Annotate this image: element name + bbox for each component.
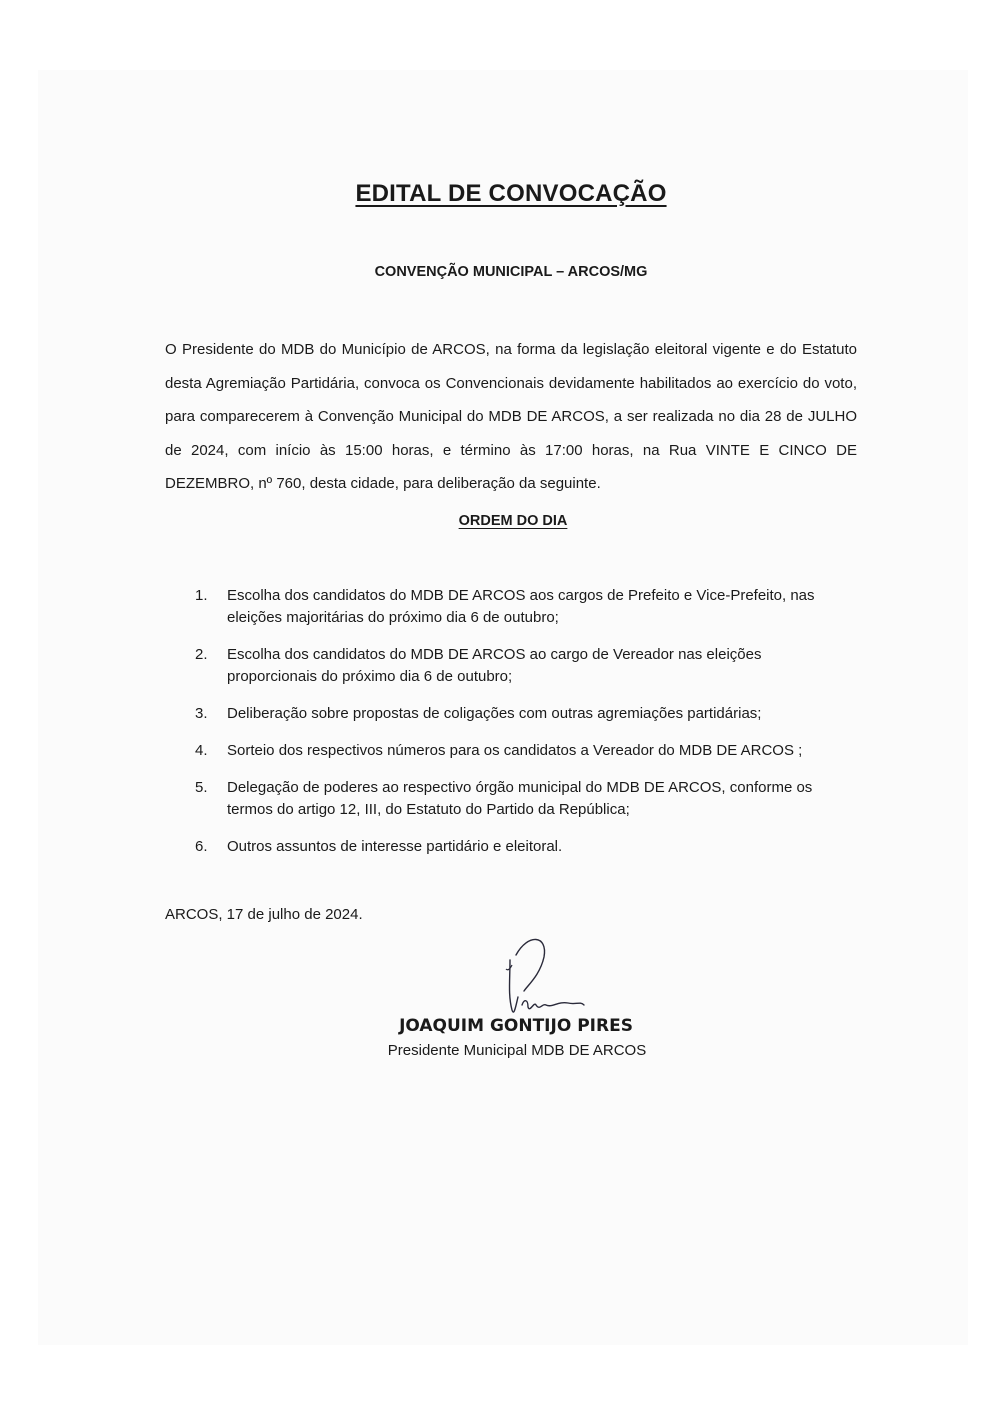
document-subtitle: CONVENÇÃO MUNICIPAL – ARCOS/MG [374,264,648,280]
agenda-item-number: 1. [195,587,208,604]
document-title: EDITAL DE CONVOCAÇÃO [355,180,667,207]
order-of-day-heading: ORDEM DO DIA [458,513,568,529]
agenda-list [195,585,855,873]
agenda-item [195,836,855,858]
agenda-item-text: Deliberação sobre propostas de coligações com outras agremiações partidárias; [227,705,762,722]
agenda-item-text: Delegação de poderes ao respectivo órgão municipal do MDB DE ARCOS, conforme os termos do artigo 12, III, do Estatuto do Partido da República; [227,779,813,818]
agenda-item-text: Outros assuntos de interesse partidário e eleitoral. [227,838,563,855]
agenda-item [195,644,855,688]
agenda-item-number: 3. [195,705,208,722]
intro-paragraph: O Presidente do MDB do Município de ARCOS, na forma da legislação eleitoral vigente e do Estatuto desta Agremiação Partidária, convoca os Convencionais devidamente habilitados ao exercício do voto, para comparecerem à Convenção Municipal do MDB DE ARCOS, a ser realizada no dia 28 de JULHO de 2024, com início às 15:00 horas, e término às 17:00 horas, na Rua VINTE E CINCO DE DEZEMBRO, nº 760, desta cidade, para deliberação da seguinte. [165,341,857,492]
agenda-item-text: Sorteio dos respectivos números para os candidatos a Vereador do MDB DE ARCOS ; [227,742,803,759]
agenda-item-text: Escolha dos candidatos do MDB DE ARCOS ao cargo de Vereador nas eleições proporcionais do próximo dia 6 de outubro; [227,646,762,685]
signer-name: JOAQUIM GONTIJO PIRES [399,1016,633,1036]
agenda-item [195,703,855,725]
agenda-item-number: 4. [195,742,208,759]
date-line: ARCOS, 17 de julho de 2024. [165,906,363,923]
agenda-item [195,740,855,762]
agenda-item-number: 6. [195,838,208,855]
agenda-item-number: 5. [195,779,208,796]
agenda-item-number: 2. [195,646,208,663]
agenda-item-text: Escolha dos candidatos do MDB DE ARCOS aos cargos de Prefeito e Vice-Prefeito, nas eleições majoritárias do próximo dia 6 de outubro; [227,587,815,626]
signer-role: Presidente Municipal MDB DE ARCOS [387,1042,647,1059]
agenda-item [195,585,855,629]
agenda-item [195,777,855,821]
